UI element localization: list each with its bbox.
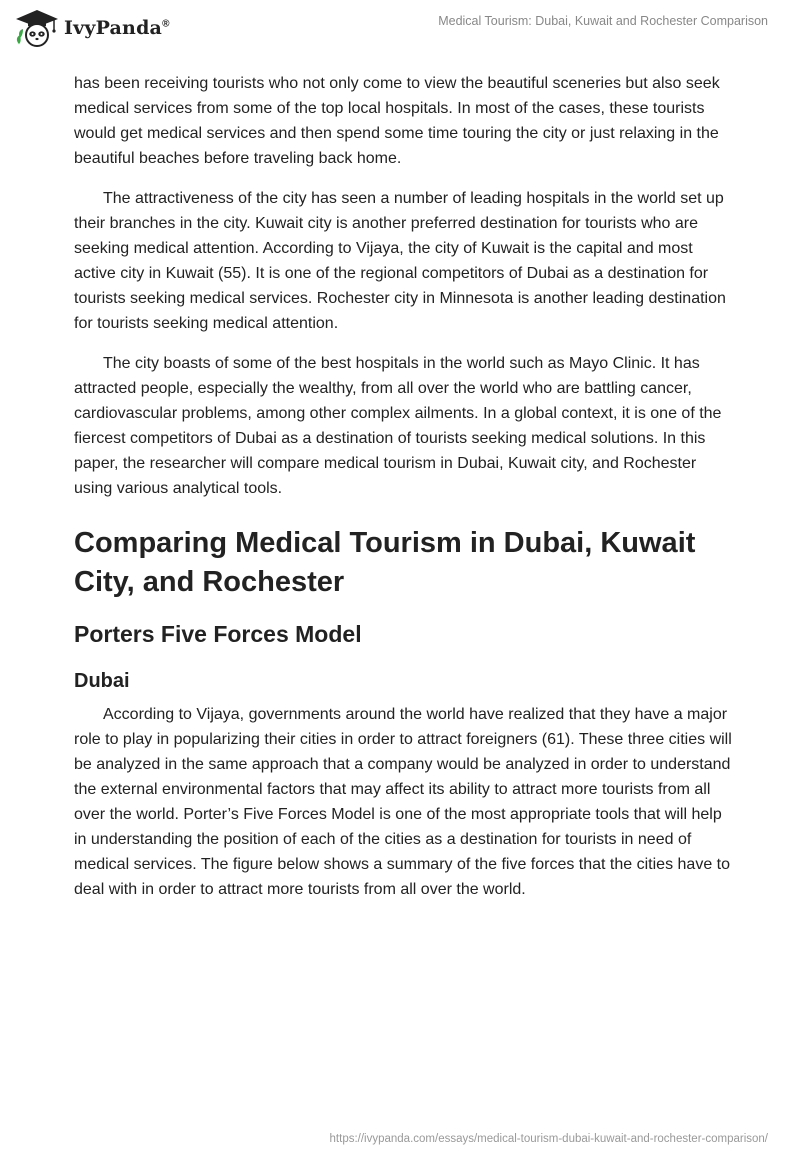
subsection-heading: Porters Five Forces Model (74, 621, 362, 647)
source-url[interactable]: https://ivypanda.com/essays/medical-tourism-dubai-kuwait-and-rochester-comparison/ (329, 1133, 768, 1145)
panda-logo-icon (14, 8, 60, 48)
paragraph: The attractiveness of the city has seen a number of leading hospitals in the world set up their branches in the city. Kuwait city is another preferred destination for tourists who are seeking medical attention. According to Vijaya, the city of Kuwait is the capital and most active city in Kuwait (55). It is one of the regional competitors of Dubai as a destination for tourists seeking medical services. Rochester city in Minnesota is another leading destination for tourists seeking medical attention. (74, 190, 726, 332)
paragraph: According to Vijaya, governments around the world have realized that they have a major role to play in popularizing their cities in order to attract foreigners (61). These three cities will be analyzed in the same approach that a company would be analyzed in order to understand the external environmental factors that may affect its ability to attract more tourists from all over the world. Porter’s Five Forces Model is one of the most appropriate tools that will help in understanding the position of each of the cities as a destination for tourists in need of medical services. The figure below shows a summary of the five forces that the cities have to deal with in order to attract more tourists from all over the world. (74, 706, 732, 898)
sub-subsection-heading: Dubai (74, 670, 130, 692)
paragraph: The city boasts of some of the best hospitals in the world such as Mayo Clinic. It has attracted people, especially the wealthy, from all over the world who are battling cancer, cardiovascular problems, among other complex ailments. In a global context, it is one of the fiercest competitors of Dubai as a destination of tourists seeking medical solutions. In this paper, the researcher will compare medical tourism in Dubai, Kuwait city, and Rochester using various analytical tools. (74, 355, 722, 497)
brand-name: IvyPanda® (64, 17, 170, 39)
section-heading: Comparing Medical Tourism in Dubai, Kuwait City, and Rochester (74, 527, 696, 598)
document-title: Medical Tourism: Dubai, Kuwait and Rochester Comparison (438, 14, 768, 28)
article-body (74, 71, 734, 917)
brand-logo[interactable] (14, 8, 170, 48)
paragraph: has been receiving tourists who not only come to view the beautiful sceneries but also seek medical services from some of the top local hospitals. In most of the cases, these tourists would get medical services and then spend some time touring the city or just relaxing in the beautiful beaches before traveling back home. (74, 75, 720, 167)
